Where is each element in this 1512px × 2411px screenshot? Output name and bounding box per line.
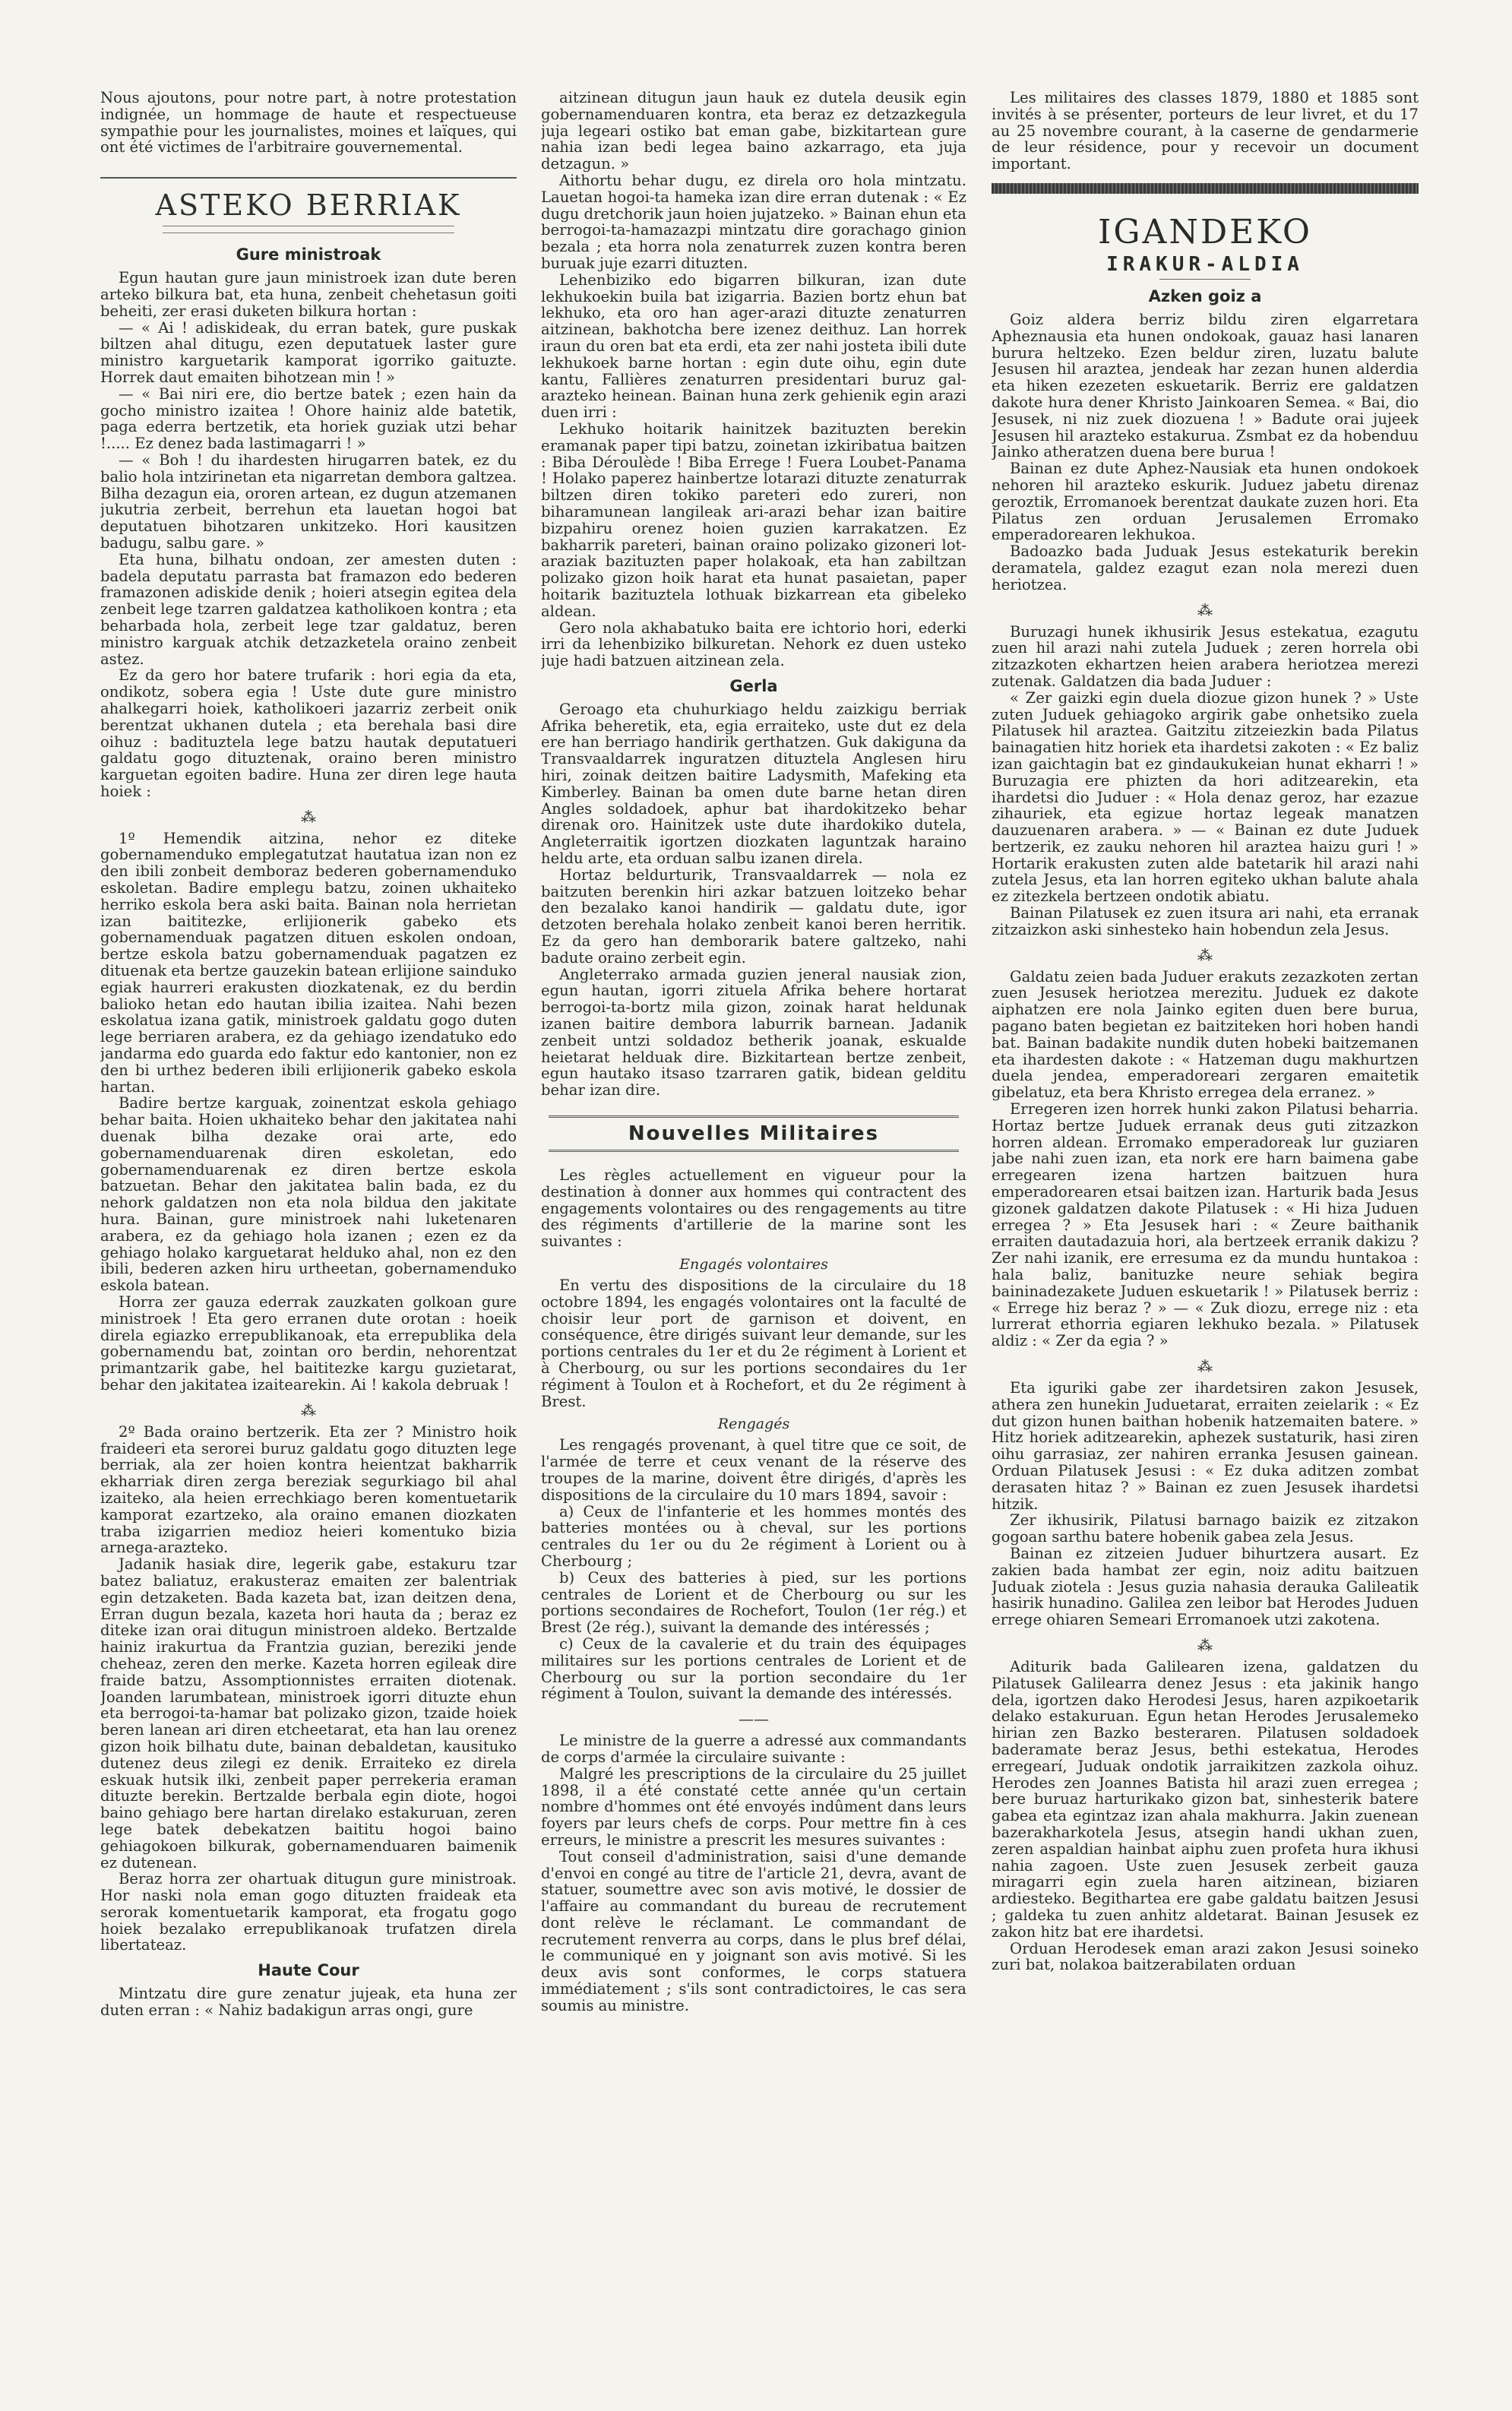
paragraph: Bainan ez dute Aphez-Nausiak eta hunen ondokoek nehoren hil arazteko eskurik. Juduez jabetu direnaz geroztik, Erromanoek berentzat daukate zuzen hori. Eta Pilatus zen orduan Jerusalemen Erromako emperadorearen lekhukoa. <box>992 460 1419 544</box>
paragraph: Jadanik hasiak dire, legerik gabe, estakuru tzar batez baliatuz, erakusteraz emaiten zer balentriak egin detzaketen. Bada kazeta bat, izan deitzen dena, Erran dugun bezala, kazeta hori hauta da ; beraz ez diteke izan orai ditugun ministroen aldeko. Bertzalde hainiz irakurtua da Frantzia guzian, bereziki jende cheheaz, zeren den merke. Kazeta horren egileak dire fraide batzu, Assomptionnistes erraiten diotenak. Joanden larumbatean, ministroek igorri dituzte ehun eta berrogoi-ta-hamar bat polizako gizon, tzaide hoiek beren lanean ari diren etcheetarat, eta han lau orenez gizon hoik bilhatu dute, bainan debaldetan, kausituko dutenez deus zilegi ez denik. Erraiteko ez direla eskuak hutsik ilki, zenbeit paper perrekeria eraman dituzte berekin. Bertzalde berbala egin diote, hogoi baino gehiago bere hartan direlako estakuruan, zeren lege batek debekatzen baititu hogoi baino gehiagokoen bilkurak, gobernamenduaren baimenik ez dutenean. <box>100 1555 517 1872</box>
paragraph: 2º Bada oraino bertzerik. Eta zer ? Ministro hoik fraideeri eta serorei buruz galdatu gogo dituzten lege berriak, ala zer hoien kontra heientzat bakharrik ekharriak diren zerga bereziak segurkiago bil ahal izaiteko, ala heien errechkiago beren komentuetarik kamporat ezartzeko, ala oraino emanen diozkaten traba izigarrien medioz heieri komentuko bizia arnega-arazteko. <box>100 1422 517 1557</box>
paragraph: Tout conseil d'administration, saisi d'une demande d'envoi en congé au titre de l'article 21, devra, avant de statuer, soumettre avec son avis motivé, le dossier de l'affaire au commandant du bureau de recrutement dont relève le réclamant. Le commandant de recrutement renverra au corps, dans le plus bref délai, le communiqué en y joignant son avis motivé. Si les deux avis sont conformes, le corps statuera immédiatement ; s'ils sont contradictoires, le cas sera soumis au ministre. <box>541 1847 966 2014</box>
paragraph: Goiz aldera berriz bildu ziren elgarretara Apheznausia eta hunen ondokoak, gauaz hasi lanaren burura heltzeko. Ezen beldur ziren, luzatu balute Jesusen hil araztea, jendeak har zezan hunen alderdia eta hiken ezezeten eskuetarik. Berriz ere galdatzen dakote hura dener Khristo Jainkoaren Semea. « Bai, dio Jesusek, ni niz zuek diozuena ! » Badute orai jujeek Jesusen hil arazteko estakurua. Zsmbat ez da hobenduu Jainko atheratzen duena bere burua ! <box>992 310 1419 461</box>
paragraph: Malgré les prescriptions de la circulaire du 25 juillet 1898, il a été constaté cette année qu'un certain nombre d'hommes ont été envoyés indûment dans leurs foyers par leurs chefs de corps. Pour mettre fin à ces erreurs, le ministre a prescrit les mesures suivantes : <box>541 1764 966 1849</box>
paragraph: Les règles actuellement en vigueur pour la destination à donner aux hommes qui contractent des engagements volontaires ou des rengagements au titre des régiments d'artillerie de la marine sont les suivantes : <box>541 1166 966 1251</box>
paragraph: Eta huna, bilhatu ondoan, zer amesten duten : badela deputatu parrasta bat framazon edo bederen framazonen adiskide denik ; hoieri atsegin egitea dela zenbeit lege tzarren galdatzea katholikoen kontra ; eta beharbada hola, zerbeit lege tzar galdatuz, beren ministro karguak atchik detzazketela oraino zenbeit astez. <box>100 550 517 668</box>
paragraph: Bainan ez zitzeien Juduer bihurtzera ausart. Ez zakien bada hambat zer egin, noiz aditu baitzuen Juduak ziotela : Jesus guzia nahasia derauka Galileatik hasirik hunadino. Galilea zen leibor bat Herodes Juduen errege ohiaren Semeari Erromanoek utzi zakotena. <box>992 1544 1419 1629</box>
list-item: b) Ceux des batteries à pied, sur les portions centrales de Lorient et de Cherbourg ou sur les portions secondaires de Rochefort, Toulon (1er rég.) et Brest (2e rég.), suivant la demande des intéressés ; <box>541 1568 966 1637</box>
paragraph: aitzinean ditugun jaun hauk ez dutela deusik egin gobernamenduaren kontra, eta beraz ez detzazkegula juja legeari ostiko bat eman gabe, bizkitartean gure nahia izan bedi legea baino azkarrago, eta juja detzagun. » <box>541 90 966 173</box>
paragraph: Le ministre de la guerre a adressé aux commandants de corps d'armée la circulaire suivante : <box>541 1732 966 1766</box>
paragraph: Eta iguriki gabe zer ihardetsiren zakon Jesusek, athera zen hunekin Juduetarat, erraiten zeielarik : « Ez dut gizon hunen baithan hobenik hatzemaiten batere. » Hitz horiek aditzearekin, aphezek sustaturik, hasi ziren oihu garrasiaz, zer nahiren erranka Jesusen gainean. Orduan Pilatusek Jesusi : « Ez duka aditzen zombat derasaten hitaz ? » Bainan ez zuen Jesusek ihardetsi hitzik. <box>992 1379 1419 1513</box>
section-title-haute-cour: Haute Cour <box>258 1961 359 1980</box>
section-divider: —— <box>739 1710 769 1729</box>
asterism-divider: ⁂ <box>1197 1635 1213 1654</box>
subheading-engages: Engagés volontaires <box>679 1256 828 1273</box>
paragraph: Zer ikhusirik, Pilatusi barnago baizik ez zitzakon gogoan sarthu batere hobenik gabea zela Jesus. <box>992 1511 1419 1546</box>
decorative-bar <box>992 183 1419 194</box>
paragraph: Badoazko bada Juduak Jesus estekaturik berekin deramatela, galdez ezagut ezan nola merezi duen heriotzea. <box>992 543 1419 593</box>
paragraph: Mintzatu dire gure zenatur jujeak, eta huna zer duten erran : « Nahiz badakigun arras ongi, gure <box>100 1985 517 2020</box>
section-title-gure-ministroak: Gure ministroak <box>236 245 381 264</box>
asterism-divider: ⁂ <box>301 1400 316 1419</box>
paragraph: Egun hautan gure jaun ministroek izan dute beren arteko bilkura bat, eta huna, zenbeit chehetasun goiti beheiti, zer erasi duketen bilkura hortan : <box>100 269 517 320</box>
paragraph: — « Bai niri ere, dio bertze batek ; ezen hain da gocho ministro izaitea ! Ohore hainiz alde batetik, paga ederra bertzetik, eta horiek guziak utzi behar !..... Ez denez bada lastimagarri ! » <box>100 384 517 453</box>
paragraph: — « Boh ! du ihardesten hirugarren batek, ez du balio hola intzirinetan eta nigarretan dembora galtzea. Bilha dezagun eia, ororen artean, ez dugun atzemanen jukutria zerbeit, berrehun eta lauetan hogoi bat deputatuen bihotzaren unkitzeko. Hori kausitzen badugu, salbu gare. » <box>100 451 517 552</box>
paragraph: Angleterrako armada guzien jeneral nausiak zion, egun hautan, igorri zituela Afrika behere hortarat berrogoi-ta-bortz mila gizon, zoinak harat heldunak izanen baitire dembora laburrik barnean. Jadanik zenbeit untzi soldadoz betherik joanak, eskualde heietarat helduak dire. Bizkitartean bertze zenbeit, egun hautako itsaso tzarraren gatik, bidean gelditu behar izan dire. <box>541 965 966 1100</box>
list-item: c) Ceux de la cavalerie et du train des équipages militaires sur les portions centrales de Lorient et de Cherbourg ou sur la portion secondaire du 1er régiment à Toulon, suivant la demande des intéressés. <box>541 1634 966 1703</box>
column-3 <box>992 90 1419 2384</box>
title-rule <box>1159 279 1251 280</box>
igandeko-title: IGANDEKO <box>1098 212 1312 252</box>
column-1 <box>100 90 517 2384</box>
section-title-gerla: Gerla <box>729 676 778 695</box>
paragraph: Orduan Herodesek eman arazi zakon Jesusi soineko zuri bat, nolakoa baitzerabilaten orduan <box>992 1939 1419 1974</box>
paragraph: Gero nola akhabatuko baita ere ichtorio hori, ederki irri da lehenbiziko bilkuretan. Nehork ez duen usteko juje hadi batzuen aitzinean zela. <box>541 619 966 670</box>
paragraph: Aithortu behar dugu, ez direla oro hola mintzatu. Lauetan hogoi-ta hameka izan dire erran dutenak : « Ez dugu dretchorik jaun hoien jujatzeko. » Bainan ehun eta berrogoi-ta-hamazazpi mintzatu dire gorachago ginion bezala ; eta horra nola zenaturrek zuzen kontra beren buruak juje ezarri dituzten. <box>541 171 966 272</box>
notice-paragraph: Les militaires des classes 1879, 1880 et 1885 sont invités à se présenter, porteurs de leur livret, et du 17 au 25 novembre courant, à la caserne de gendarmerie de leur résidence, pour y recevoir un document important. <box>992 90 1419 173</box>
paragraph: Hortaz beldurturik, Transvaaldarrek — nola ez baitzuten berenkin hiri azkar batzuen loitzeko behar den bezalako kanoi handirik — galdatu dute, igor detzoten berehala holako zenbeit kanoi beren herritik. Ez da gero han demborarik batere galtzeko, nahi badute oraino zerbeit egin. <box>541 865 966 967</box>
paragraph: Ez da gero hor batere trufarik : hori egia da eta, ondikotz, sobera egia ! Uste dute gure ministro ahalkegarri hoiek, katholikoeri jazarriz zerbeit onik berentzat ukhanen dutela ; eta berehala basi dire oihuz : badituztela lege batzu hautak deputatueri galdatu gogo dituztenak, oraino beren ministro karguetan egoiten badire. Huna zer diren lege hauta hoiek : <box>100 666 517 800</box>
asterism-divider: ⁂ <box>1197 600 1213 619</box>
paragraph: — « Ai ! adiskideak, du erran batek, gure puskak biltzen ahal ditugu, ezen deputatuek laster gure ministro karguetarik kamporat igorriko gaituzte. Horrek daut emaiten bihotzean min ! » <box>100 318 517 386</box>
paragraph: Horra zer gauza ederrak zauzkaten golkoan gure ministroek ! Eta gero erranen dute orotan : hoeik direla egiazko errepublikanoak, eta errepublika dela gobernamendu bat, zointan oro berdin, nehorentzat primantzarik gabe, hel baititezke kargu guzietarat, behar den jakitatea izaitearekin. Ai ! kakola debruak ! <box>100 1293 517 1394</box>
irakur-aldia-subtitle: IRAKUR-ALDIA <box>1106 252 1304 276</box>
masthead-asteko-berriak: ASTEKO BERRIAK <box>100 177 517 221</box>
asterism-divider: ⁂ <box>1197 1357 1213 1375</box>
paragraph: Lekhuko hoitarik hainitzek bazituzten berekin eramanak paper tipi batzu, zoinetan izkiribatua baitzen : Biba Déroulède ! Biba Errege ! Fuera Loubet-Panama ! Holako paperez hainbertze lotarazi dituzte zenaturrak biltzen diren tokiko pareteri edo zureri, non biharamunean langileak ari-arazi behar izan baitire bizpahiru orenez hoien guzien karrakatzen. Ez bakharrik pareteri, bainan oraino polizako gizoneri lot-araziak bazituzten paper holakoak, eta han zabiltzan polizako gizon hoik harat eta hunat pasaietan, paper hoitarik bazituztela lothuak bizkarrean eta gibeleko aldean. <box>541 419 966 620</box>
paragraph: Aditurik bada Galilearen izena, galdatzen du Pilatusek Galilearra denez Jesus : eta jakinik hango dela, igortzen dako Herodesi Jesus, haren azpikoetarik delako estakuruan. Egun hetan Herodes Jerusalemeko hirian zen Bazko besteraren. Pilatusen soldadoek baderamate beraz Jesus, bethi estekatua, Herodes erregearí, Juduak ondotik jarraikitzen zazkola oihuz. Herodes zen Joannes Batista hil arazi zuen erregea ; bere buruaz harturikako gizon bat, sinhesterik batere gabea eta egintzaz izan ahala makhurra. Jakin zuenean bazerakharkotela Jesus, atsegin handi ukhan zuen, zeren aspaldian hainbat aiphu zuen profeta hura ikhusi nahia zagoen. Uste zuen Jesusek zerbeit gauza miragarri egin zuela haren aitzinean, biziaren ardiesteko. Begithartea ere gabe galdatu baitzen Jesusi ; galdeka tu zuen anhitz aldetarat. Bainan Jesusek ez zakon hitz bat ere ihardetsi. <box>992 1657 1419 1941</box>
numbered-list-1 <box>100 831 517 1394</box>
paragraph: Galdatu zeien bada Juduer erakuts zezazkoten zertan zuen Jesusek heriotzea merezitu. Juduek ez dakote aiphatzen ere nola Jainko egiten duen bere burua, pagano baten begietan ez baitziteken hori hoben handi bat. Bainan badakite nundik duten hobeki baitzemanen eta ihardesten dakote : « Hatzeman dugu makhurtzen duela jendea, emperadoreari zergaren emaitetik gibelatuz, eta bera Khristo erregea dela erranez. » <box>992 967 1419 1102</box>
paragraph: « Zer gaizki egin duela diozue gizon hunek ? » Uste zuten Juduek gehiagoko argirik gabe onhetsiko zuela Pilatusek hil araztea. Gaitzitu zitzeiezkin bada Pilatus bainagatien hitz horiek eta ihardetsi zakoten : « Ez baliz izan gaichtagin bat ez gindaukukeian hunat ekharri ! » Buruzagia ere phizten da hori aditzearekin, eta ihardetsi dio Juduer : « Hola denaz geroz, har ezazue zihauriek, eta egizue hortaz legeak manatzen dauzuenaren arabera. » — « Bainan ez dute Juduek bertzerik, ez zauku nehoren hil araztea haizu guri ! » Hortarik erakusten zuten alde batetarik hil arazi nahi zutela Jesus, eta lan horren egiteko ukhan balute ahala ez zitezkela bertzeen ondotik abiatu. <box>992 688 1419 906</box>
numbered-list-2 <box>100 1424 517 1954</box>
list-item: a) Ceux de l'infanterie et les hommes montés des batteries montées ou à cheval, sur les portions centrales du 1er ou du 2e régiment à Lorient ou à Cherbourg ; <box>541 1502 966 1570</box>
paragraph: Lehenbiziko edo bigarren bilkuran, izan dute lekhukoekin buila bat izigarria. Bazien bortz ehun bat lekhuko, eta oro han ager-arazi dituzte zenaturren aitzinean, bakhotcha bere izenez deithuz. Lan horrek iraun du oren bat eta erdi, eta zer nahi josteta ibili dute lekhukoek barne hortan : egin dute oihu, egin dute kantu, Fallières zenaturren presidentari buruz gal-arazteko heinean. Bainan huna zerk gehienik egin arazi duen irri : <box>541 271 966 422</box>
asterism-divider: ⁂ <box>1197 945 1213 964</box>
paragraph: 1º Hemendik aitzina, nehor ez diteke gobernamenduko emplegatutzat hautatua izan non ez den ibili zonbeit demboraz bederen gobernamenduko eskoletan. Badire emplegu batzu, zoinen ukhaiteko herriko eskola bera aski baita. Bainan nola herrietan izan baititezke, erlijionerik gabeko ets gobernamenduak pagatzen dituen eskolen ondoan, bertze eskola batzu gobernamenduak pagatzen ez dituenak eta bertze gauzekin batean erlijione sainduko egiak haurreri erakusten diozkatenak, ez du berdin balioko hetan edo hautan ibilia izaitea. Nahi bezen eskolatua izana gatik, ministroek galdatu gogo duten lege berriaren arabera, ez da gehiago izendatuko edo jandarma edo guarda edo faktur edo kantonier, non ez den bi urthez bederen ibili erlijionerik gabeko eskola hartan. <box>100 829 517 1096</box>
section-title-azken-goiz: Azken goiz a <box>1148 286 1262 305</box>
asterism-divider: ⁂ <box>301 807 316 826</box>
paragraph: Beraz horra zer ohartuak ditugun gure ministroak. Hor naski nola eman gogo dituzten fraideak eta serorak komentuetarik kamporat, eta frogatu gogo hoiek bezalako errepublikanoak trufatzen direla libertateaz. <box>100 1870 517 1954</box>
paragraph: Erregeren izen horrek hunki zakon Pilatusi beharria. Hortaz bertze Juduek erranak deus guti zitzazkon horren aldean. Erromako emperadoreak lur guziaren jabe nahi zuen izan, eta nork ere harn baimena gabe erregearen izena hartzen baitzuen hura emperadorearen etsai baitzen izan. Harturik bada Jesus gizonek galdatzen dakote Pilatusek : « Hi hiza Juduen erregea ? » Eta Jesusek hari : « Zeure baithanik erraiten dautadazuia hori, ala bertzeek erranik dakizu ? Zer nahi izanik, ere erresuma ez da mundu huntakoa : hala baliz, banituzke neure sehiak begira baininadezakete Juduen eskuetarik ! » Pilatusek berriz : « Errege hiz beraz ? » — « Zuk diozu, errege niz : eta lurrerat ethorria egiaren lekhuko bezala. » Pilatusek aldiz : « Zer da egia ? » <box>992 1100 1419 1350</box>
subheading-rengages: Rengagés <box>717 1416 790 1433</box>
paragraph: Geroago eta chuhurkiago heldu zaizkigu berriak Afrika beheretik, eta, egia erraiteko, uste dut ez dela ere han berriago handirik gerthatzen. Guk dakiguna da Transvaaldarrek inguratzen dituztela Anglesen hiru hiri, zoinak deitzen baitire Ladysmith, Mafeking eta Kimberley. Bainan ba omen dute barne hetan diren Angles soldadoek, aphur bat ihardokitzeko behar direnak oro. Hainitzek uste dute ihardokiko dutela, Angleterraitik igortzen diozkaten laguntzak haraino heldu arte, eta orduan salbu izanen direla. <box>541 700 966 868</box>
masthead-rule <box>163 226 454 233</box>
paragraph: Badire bertze karguak, zoinentzat eskola gehiago behar baita. Hoien ukhaiteko behar den jakitatea nahi duenak bilha dezake orai arte, edo gobernamenduarenak diren eskoletan, edo gobernamenduarenak ez diren bertze eskola batzuetan. Behar den jakitatea balin bada, ez du nehork galdatzen non eta nola bildua den jakitate hura. Bainan, gure ministroek nahi luketenaren arabera, ez da gehiago hola izanen ; ezen ez da gehiago holako karguetarat helduko ahal, non ez den ibili, bederen azken hiru urtheetan, gobernamenduko eskola batean. <box>100 1094 517 1295</box>
paragraph: Les rengagés provenant, à quel titre que ce soit, de l'armée de terre et ceux venant de la réserve des troupes de la marine, doivent être dirigés, d'après les dispositions de la circulaire du 10 mars 1894, savoir : <box>541 1436 966 1504</box>
paragraph: En vertu des dispositions de la circulaire du 18 octobre 1894, les engagés volontaires ont la faculté de choisir leur port de garnison et doivent, en conséquence, être dirigés suivant leur demande, sur les portions centrales du 1er et du 2e régiment à Lorient et à Cherbourg, ou sur les portions secondaires du 1er régiment à Toulon et à Rochefort, et du 2e régiment à Brest. <box>541 1277 966 1410</box>
column-2 <box>541 90 966 2384</box>
paragraph: Bainan Pilatusek ez zuen itsura ari nahi, eta erranak zitzaizkon aski sinhesteko hain hobendun zela Jesus. <box>992 904 1419 938</box>
nouvelles-militaires-heading: Nouvelles Militaires <box>541 1115 966 1152</box>
intro-paragraph: Nous ajoutons, pour notre part, à notre protestation indignée, un hommage de haute et respectueuse sympathie pour les journalistes, moines et laïques, qui ont été victimes de l'arbitraire gouvernemental. <box>100 90 517 157</box>
paragraph: Buruzagi hunek ikhusirik Jesus estekatua, ezagutu zuen hil arazi nahi zutela Juduek ; zeren horrela obi zitzazkoten ekhartzen heien arabera heriotzea merezi zutenak. Galdatzen dia bada Juduer : <box>992 622 1419 690</box>
